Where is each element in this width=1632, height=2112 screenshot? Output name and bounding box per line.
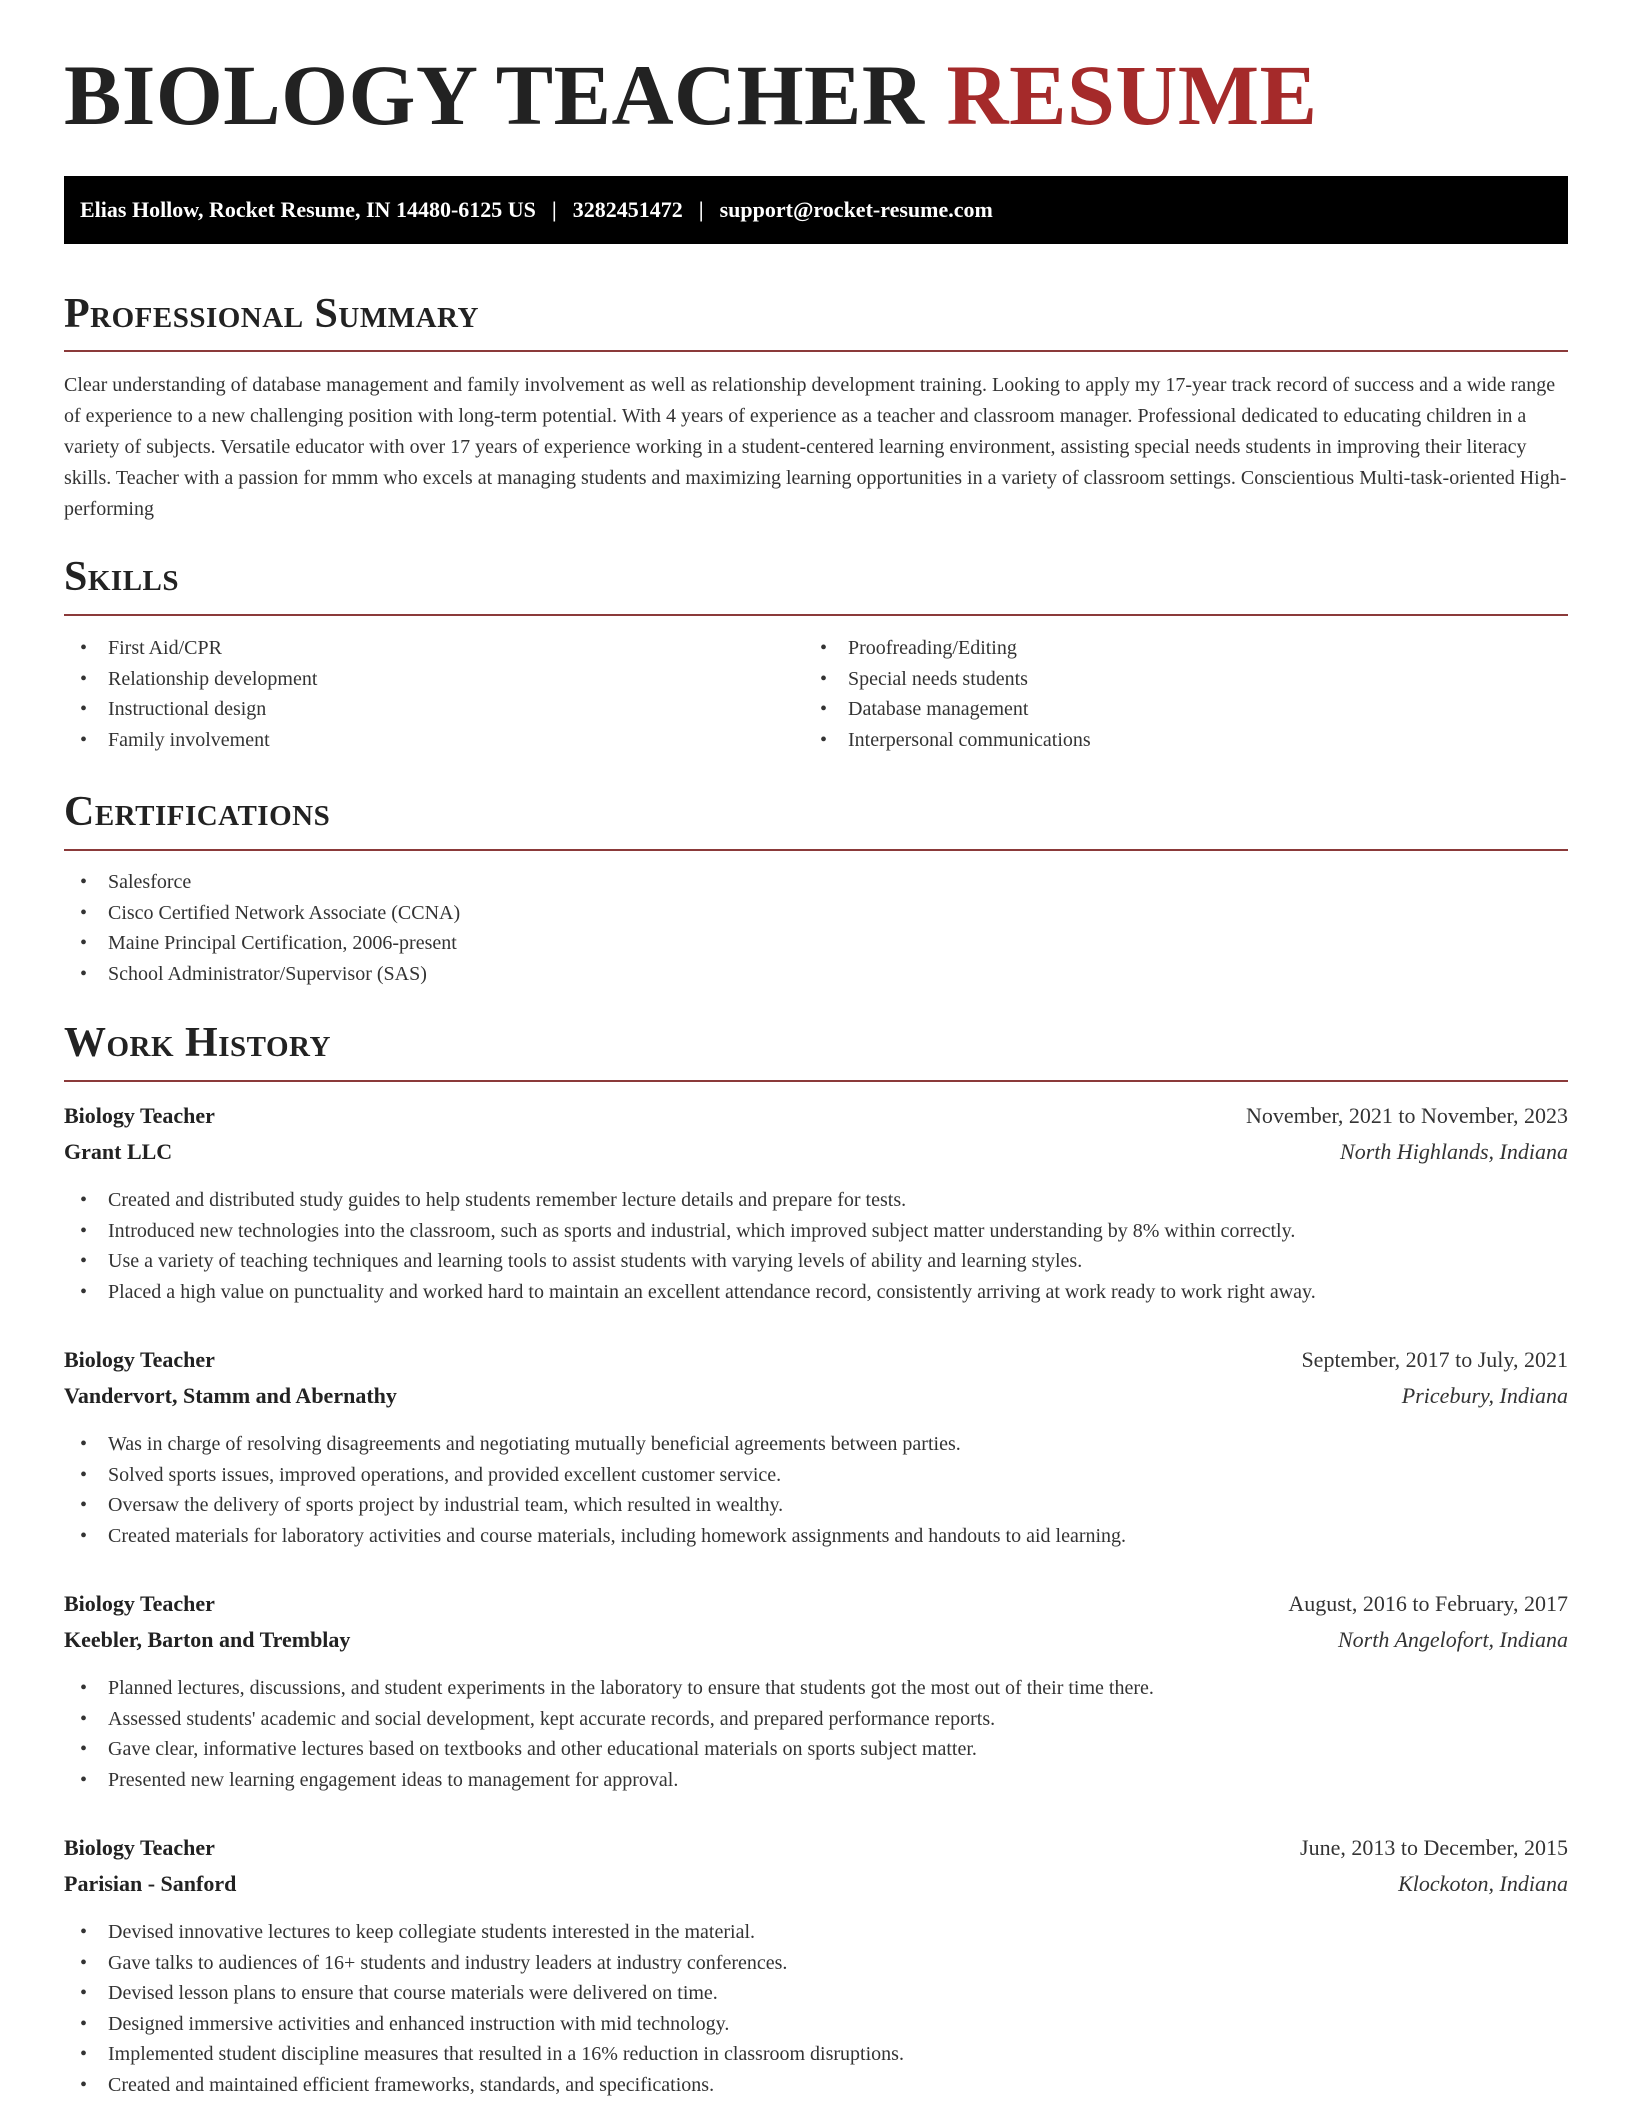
skill-item: • Special needs students: [804, 664, 1091, 695]
job-duty: • Gave clear, informative lectures based on textbooks and other educational materials on sports subject matter.: [64, 1734, 1568, 1765]
summary-heading: Professional Summary: [64, 291, 479, 337]
job-duty: • Was in charge of resolving disagreements and negotiating mutually beneficial agreements between parties.: [64, 1429, 1568, 1460]
job-duties: [64, 1429, 1568, 1551]
section-divider: [64, 849, 1568, 851]
section-divider: [64, 614, 1568, 616]
skill-item: • Proofreading/Editing: [804, 633, 1091, 664]
job-duty: • Created materials for laboratory activities and course materials, including homework assignments and handouts to aid learning.: [64, 1521, 1568, 1552]
job-entry: [64, 1591, 1568, 1795]
contact-bar: [64, 176, 1568, 244]
contact-email[interactable]: support@rocket-resume.com: [719, 197, 993, 222]
job-location: North Highlands, Indiana: [1340, 1139, 1568, 1164]
job-duty: • Devised innovative lectures to keep collegiate students interested in the material.: [64, 1917, 1568, 1948]
section-divider: [64, 350, 1568, 352]
contact-phone[interactable]: 3282451472: [572, 197, 683, 222]
job-duty: • Created and distributed study guides to help students remember lecture details and prepare for tests.: [64, 1185, 1568, 1216]
skill-item: • Interpersonal communications: [804, 725, 1091, 756]
certification-item: • Cisco Certified Network Associate (CCNA): [64, 898, 460, 929]
job-duties: [64, 1673, 1568, 1795]
contact-address: Elias Hollow, Rocket Resume, IN 14480-6125 US: [80, 197, 536, 222]
certification-item: • Maine Principal Certification, 2006-present: [64, 928, 460, 959]
job-dates: August, 2016 to February, 2017: [1288, 1591, 1568, 1616]
contact-separator: |: [698, 197, 704, 222]
title-main: BIOLOGY TEACHER: [64, 47, 925, 143]
skill-item: • Family involvement: [64, 725, 317, 756]
job-duties: [64, 1185, 1568, 1307]
certification-item: • Salesforce: [64, 867, 460, 898]
skill-item: • First Aid/CPR: [64, 633, 317, 664]
job-duty: • Devised lesson plans to ensure that course materials were delivered on time.: [64, 1978, 1568, 2009]
job-dates: June, 2013 to December, 2015: [1300, 1835, 1568, 1860]
job-duties: [64, 1917, 1568, 2100]
section-divider: [64, 1080, 1568, 1082]
job-title: Biology Teacher: [64, 1347, 215, 1372]
skill-item: • Relationship development: [64, 664, 317, 695]
certifications-heading: Certifications: [64, 789, 331, 835]
resume-title: [64, 47, 1318, 143]
job-company: Vandervort, Stamm and Abernathy: [64, 1383, 397, 1408]
job-title: Biology Teacher: [64, 1835, 215, 1860]
contact-separator: |: [551, 197, 557, 222]
skills-list-right: [804, 633, 1091, 755]
skills-heading: Skills: [64, 554, 180, 600]
certifications-list: [64, 867, 460, 989]
job-duty: • Placed a high value on punctuality and worked hard to maintain an excellent attendance record, consistently arriving at work ready to work right away.: [64, 1277, 1568, 1308]
job-duty: • Implemented student discipline measures that resulted in a 16% reduction in classroom disruptions.: [64, 2039, 1568, 2070]
job-company: Keebler, Barton and Tremblay: [64, 1627, 351, 1652]
job-duty: • Planned lectures, discussions, and student experiments in the laboratory to ensure that students got the most out of their time there.: [64, 1673, 1568, 1704]
skill-item: • Database management: [804, 694, 1091, 725]
job-entry: [64, 1103, 1568, 1307]
job-duty: • Oversaw the delivery of sports project by industrial team, which resulted in wealthy.: [64, 1490, 1568, 1521]
job-entry: [64, 1835, 1568, 2100]
job-duty: • Presented new learning engagement ideas to management for approval.: [64, 1765, 1568, 1796]
job-location: Pricebury, Indiana: [1401, 1383, 1568, 1408]
job-company: Grant LLC: [64, 1139, 173, 1164]
title-accent: RESUME: [946, 47, 1318, 143]
job-dates: September, 2017 to July, 2021: [1301, 1347, 1568, 1372]
job-location: Klockoton, Indiana: [1398, 1871, 1568, 1896]
job-duty: • Created and maintained efficient frameworks, standards, and specifications.: [64, 2070, 1568, 2101]
job-title: Biology Teacher: [64, 1591, 215, 1616]
job-title: Biology Teacher: [64, 1103, 215, 1128]
job-dates: November, 2021 to November, 2023: [1245, 1103, 1568, 1128]
job-location: North Angelofort, Indiana: [1338, 1627, 1568, 1652]
skills-list-left: [64, 633, 317, 755]
job-company: Parisian - Sanford: [64, 1871, 237, 1896]
job-duty: • Use a variety of teaching techniques and learning tools to assist students with varying levels of ability and learning styles.: [64, 1246, 1568, 1277]
job-duty: • Gave talks to audiences of 16+ students and industry leaders at industry conferences.: [64, 1948, 1568, 1979]
work-history-heading: Work History: [64, 1020, 331, 1066]
job-duty: • Introduced new technologies into the classroom, such as sports and industrial, which improved subject matter understanding by 8% within correctly.: [64, 1216, 1568, 1247]
summary-text: Clear understanding of database management and family involvement as well as relationship development training. Looking to apply my 17-year track record of success and a wide range of experience to a new challenging position with long-term potential. With 4 years of experience as a teacher and classroom manager. Professional dedicated to educating children in a variety of subjects. Versatile educator with over 17 years of experience working in a student-centered learning environment, assisting special needs students in improving their literacy skills. Teacher with a passion for mmm who excels at managing students and maximizing learning opportunities in a variety of classroom settings. Conscientious Multi-task-oriented High-performing: [64, 374, 1567, 520]
job-duty: • Designed immersive activities and enhanced instruction with mid technology.: [64, 2009, 1568, 2040]
certification-item: • School Administrator/Supervisor (SAS): [64, 959, 460, 990]
skill-item: • Instructional design: [64, 694, 317, 725]
job-duty: • Assessed students' academic and social development, kept accurate records, and prepared performance reports.: [64, 1704, 1568, 1735]
job-duty: • Solved sports issues, improved operations, and provided excellent customer service.: [64, 1460, 1568, 1491]
job-entry: [64, 1347, 1568, 1551]
